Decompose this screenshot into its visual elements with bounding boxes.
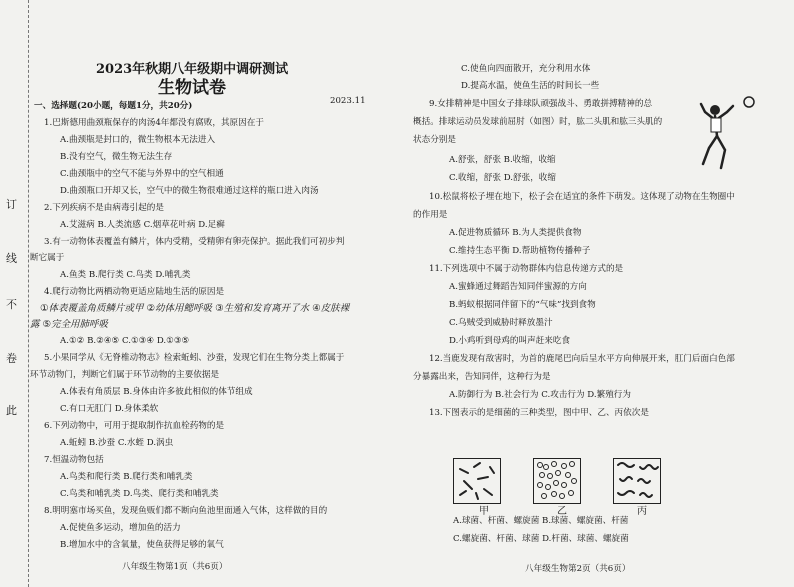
- question-line: D.曲颈瓶口开却又长，空气中的微生物很难通过这样的瓶口进入肉汤: [60, 186, 319, 196]
- margin-char: 线: [6, 252, 17, 265]
- question-line: 4.爬行动物比两栖动物更适应陆地生活的原因是: [44, 287, 225, 297]
- spiral-bacteria-figure: [613, 458, 661, 504]
- page-footer: 八年级生物第1页（共6页）: [122, 562, 228, 572]
- question-line: 断它属于: [30, 253, 65, 263]
- figure-label: 甲: [479, 506, 489, 517]
- margin-char: 不: [6, 298, 17, 311]
- figure-label: 乙: [557, 506, 567, 517]
- figure-label: 丙: [637, 506, 647, 517]
- question-line: A.舒张，舒张 B.收缩，收缩: [449, 155, 556, 165]
- page-footer: 八年级生物第2页（共6页）: [525, 564, 631, 574]
- question-line: A.球菌、杆菌、螺旋菌 B.球菌、螺旋菌、杆菌: [453, 516, 629, 526]
- margin-char: 此: [6, 404, 17, 417]
- question-line: C.乌贼受到威胁时释放墨汁: [449, 318, 553, 328]
- question-line: 11.下列选项中不属于动物群体内信息传递方式的是: [429, 264, 624, 274]
- question-line: 环节动物门，判断它们属于环节动物的主要依据是: [30, 370, 220, 380]
- rod-bacteria-figure: [453, 458, 501, 504]
- question-line: C.鸟类和哺乳类 D.鸟类、爬行类和哺乳类: [60, 489, 219, 499]
- question-line: 分暴露出来，告知同伴，这种行为是: [413, 372, 551, 382]
- question-line: C.有口无肛门 D.身体柔软: [60, 404, 159, 414]
- question-line: 5.小果同学从《无脊椎动物志》检索蚯蚓、沙蚕，发现它们在生物分类上都属于: [44, 353, 345, 363]
- question-line: 13.下图表示的是细菌的三种类型，图中甲、乙、丙依次是: [429, 408, 649, 418]
- question-line: 3.有一动物体表覆盖有鳞片，体内受精，受精卵有卵壳保护。据此我们可初步判: [44, 237, 345, 247]
- question-line: 2.下列疾病不是由病毒引起的是: [44, 203, 164, 213]
- question-line: A.艾滋病 B.人类流感 C.烟草花叶病 D.足癣: [60, 220, 225, 230]
- question-line: C.螺旋菌、杆菌、球菌 D.杆菌、球菌、螺旋菌: [453, 534, 629, 544]
- question-line: 10.松鼠将松子埋在地下，松子会在适宜的条件下萌发。这体现了动物在生物圈中: [429, 192, 735, 202]
- question-line: 1.巴斯德用曲颈瓶保存的肉汤4年都没有腐败，其原因在于: [44, 118, 264, 128]
- question-line: C.收缩，舒张 D.舒张，收缩: [449, 173, 556, 183]
- volleyball-player-figure: [687, 92, 759, 176]
- question-line: 概括。排球运动员发球前屈肘（如图）时，肱二头肌和肱三头肌的: [413, 117, 663, 127]
- question-line: A.蜜蜂通过舞蹈告知同伴蜜源的方向: [449, 282, 587, 292]
- question-line: 9.女排精神是中国女子排球队顽强战斗、勇敢拼搏精神的总: [429, 99, 653, 109]
- exam-subtitle: 生物试卷: [158, 78, 226, 98]
- question-line: A.曲颈瓶是封口的，微生物根本无法进入: [60, 135, 216, 145]
- coccus-bacteria-figure: [533, 458, 581, 504]
- section-heading: 一、选择题(20小题，每题1分，共20分): [34, 101, 193, 111]
- exam-title: 2023年秋期八年级期中调研测试: [96, 62, 289, 77]
- question-line: B.增加水中的含氧量，使鱼获得足够的氧气: [60, 540, 224, 550]
- question-line: C.维持生态平衡 D.帮助植物传播种子: [449, 246, 591, 256]
- question-line: B.蚂蚁根据同伴留下的“气味”找到食物: [449, 300, 596, 310]
- question-line: 7.恒温动物包括: [44, 455, 104, 465]
- question-options: A.①② B.②④⑤ C.①③④ D.①③⑤: [60, 336, 190, 346]
- question-line: A.促使鱼多运动，增加鱼的活力: [60, 523, 181, 533]
- question-line: A.体表有角质层 B.身体由许多彼此相似的体节组成: [60, 387, 253, 397]
- question-line: 8.明明塞市场买鱼，发现鱼贩们都不断向鱼池里面通入气体，这样做的目的: [44, 506, 328, 516]
- handwritten-line: ①体表覆盖角质鳞片或甲 ②幼体用鳃呼吸 ③生殖和发育离开了水 ④皮肤裸: [40, 303, 350, 314]
- question-line: D.小鸡听到母鸡的叫声赶来吃食: [449, 336, 571, 346]
- question-line: D.提高水温，使鱼生活的时间长一些: [461, 81, 600, 91]
- binding-margin: [0, 0, 29, 587]
- question-line: A.促进物质循环 B.为人类提供食物: [449, 228, 582, 238]
- question-line: A.蚯蚓 B.沙蚕 C.水蛭 D.涡虫: [60, 438, 174, 448]
- question-line: B.没有空气，微生物无法生存: [60, 152, 173, 162]
- question-line: 12.当鹿发现有敌害时，为首的鹿尾巴向后呈水平方向伸展开来，肛门后面白色部: [429, 354, 735, 364]
- margin-char: 订: [6, 198, 17, 211]
- exam-date: 2023.11: [330, 96, 366, 106]
- question-line: A.防御行为 B.社会行为 C.攻击行为 D.繁殖行为: [449, 390, 631, 400]
- question-line: 6.下列动物中，可用于提取制作抗血栓药物的是: [44, 421, 225, 431]
- question-line: 状态分别是: [413, 135, 456, 145]
- handwritten-line: 露 ⑤完全用肺呼吸: [30, 319, 109, 330]
- question-line: 的作用是: [413, 210, 448, 220]
- question-line: A.鸟类和爬行类 B.爬行类和哺乳类: [60, 472, 193, 482]
- question-line: A.鱼类 B.爬行类 C.鸟类 D.哺乳类: [60, 270, 191, 280]
- question-line: C.曲颈瓶中的空气不能与外界中的空气相通: [60, 169, 224, 179]
- margin-char: 卷: [6, 352, 17, 365]
- question-line: C.使鱼向四面散开，充分利用水体: [461, 64, 591, 74]
